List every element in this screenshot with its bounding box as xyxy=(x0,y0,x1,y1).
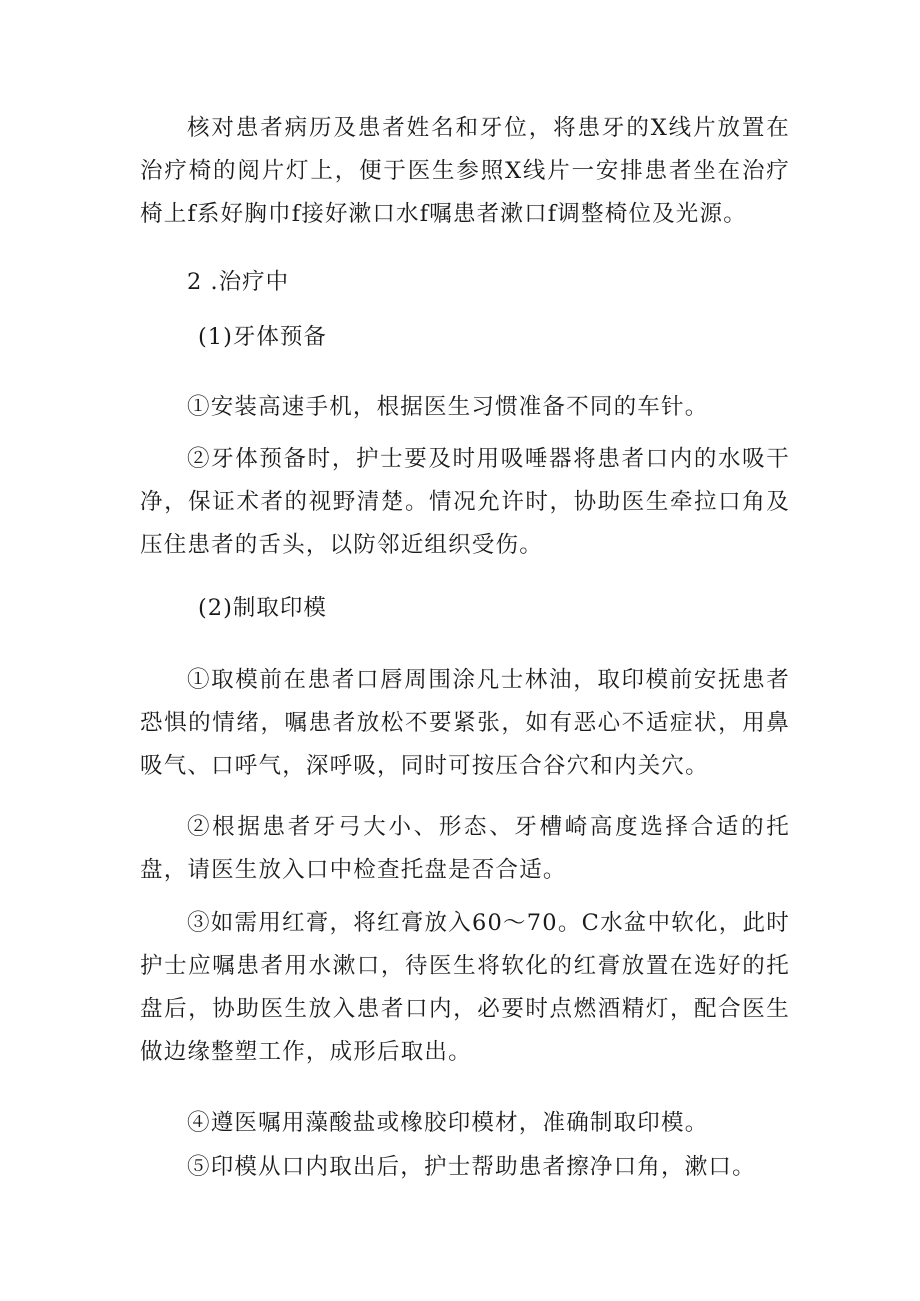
list-item-select-tray: ②根据患者牙弓大小、形态、牙槽崎高度选择合适的托盘，请医生放入口中检查托盘是否合适。 xyxy=(140,814,790,883)
section-heading-treatment: 2 .治疗中 xyxy=(187,269,290,295)
list-item-install-handpiece: ①安装高速手机，根据医生习惯准备不同的车针。 xyxy=(187,394,709,420)
list-item-impression-material: ④遵医嘱用藻酸盐或橡胶印模材，准确制取印模。 xyxy=(187,1110,709,1136)
subsection-heading-tooth-preparation: (1)牙体预备 xyxy=(198,324,327,350)
subsection-heading-impression: (2)制取印模 xyxy=(198,595,327,621)
list-item-vaseline-reassure: ①取模前在患者口唇周围涂凡士林油，取印模前安抚患者恐惧的情绪，嘱患者放松不要紧张，如有恶心不适症状，用鼻吸气、口呼气，深呼吸，同时可按压合谷穴和内关穴。 xyxy=(140,667,790,779)
paragraph-preparation: 核对患者病历及患者姓名和牙位，将患牙的X线片放置在治疗椅的阅片灯上，便于医生参照X线片一安排患者坐在治疗椅上f系好胸巾f接好漱口水f嘱患者漱口f调整椅位及光源。 xyxy=(140,115,790,227)
list-item-suction-assist: ②牙体预备时，护士要及时用吸唾器将患者口内的水吸干净，保证术者的视野清楚。情况允许时，协助医生牵拉口角及压住患者的舌头，以防邻近组织受伤。 xyxy=(140,446,790,558)
list-item-clean-mouth: ⑤印模从口内取出后，护士帮助患者擦净口角，漱口。 xyxy=(187,1154,756,1180)
list-item-red-compound: ③如需用红膏，将红膏放入60〜70。C水盆中软化，此时护士应嘱患者用水漱口，待医生将软化的红膏放置在选好的托盘后，协助医生放入患者口内，必要时点燃酒精灯，配合医生做边缘整塑工作，成形后取出。 xyxy=(140,910,790,1065)
